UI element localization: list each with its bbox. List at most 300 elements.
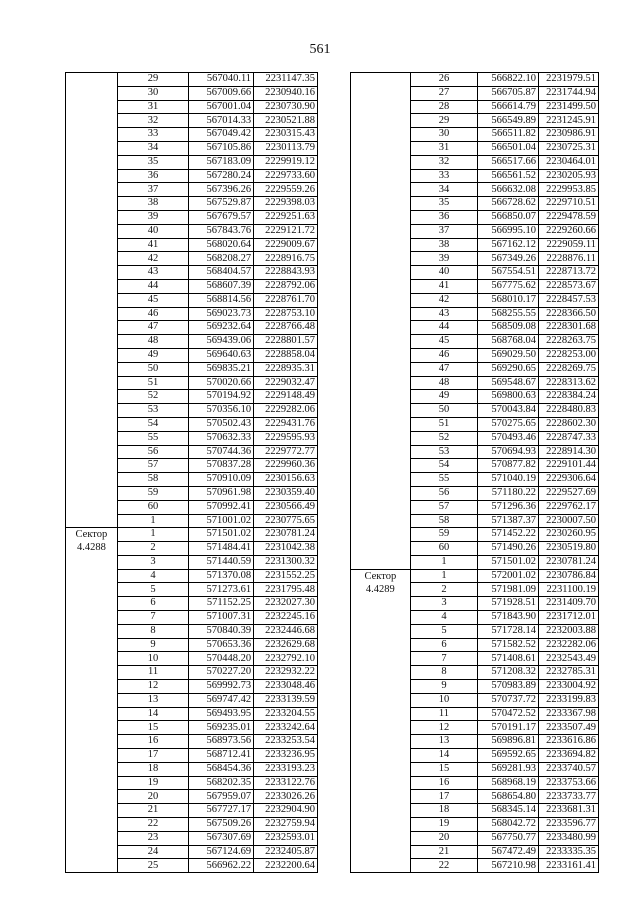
x-coordinate-cell: 568042.72 (478, 818, 539, 832)
x-coordinate-cell: 571981.09 (478, 583, 539, 597)
x-coordinate-cell: 567509.26 (189, 818, 254, 832)
point-number-cell: 4 (410, 611, 477, 625)
y-coordinate-cell: 2229527.69 (539, 486, 599, 500)
point-number-cell: 51 (410, 417, 477, 431)
x-coordinate-cell: 570744.36 (189, 445, 254, 459)
sector-id: 4.4289 (365, 583, 395, 595)
x-coordinate-cell: 567349.26 (478, 252, 539, 266)
x-coordinate-cell: 566517.66 (478, 155, 539, 169)
x-coordinate-cell: 567775.62 (478, 279, 539, 293)
point-number-cell: 57 (410, 500, 477, 514)
x-coordinate-cell: 571928.51 (478, 597, 539, 611)
point-number-cell: 12 (410, 721, 477, 735)
y-coordinate-cell: 2230775.65 (254, 514, 318, 528)
point-number-cell: 2 (410, 583, 477, 597)
table-row (351, 569, 599, 583)
point-number-cell: 7 (410, 652, 477, 666)
x-coordinate-cell: 571208.32 (478, 666, 539, 680)
y-coordinate-cell: 2231499.50 (539, 100, 599, 114)
y-coordinate-cell: 2230566.49 (254, 500, 318, 514)
point-number-cell: 27 (410, 86, 477, 100)
x-coordinate-cell: 567529.87 (189, 197, 254, 211)
point-number-cell: 42 (117, 252, 188, 266)
point-number-cell: 45 (117, 293, 188, 307)
point-number-cell: 25 (117, 859, 188, 873)
x-coordinate-cell: 570493.46 (478, 431, 539, 445)
x-coordinate-cell: 567959.07 (189, 790, 254, 804)
point-number-cell: 59 (117, 486, 188, 500)
y-coordinate-cell: 2228457.53 (539, 293, 599, 307)
x-coordinate-cell: 569232.64 (189, 321, 254, 335)
sector-label: Сектор (364, 570, 397, 582)
point-number-cell: 11 (117, 666, 188, 680)
y-coordinate-cell: 2230315.43 (254, 128, 318, 142)
point-number-cell: 58 (410, 514, 477, 528)
y-coordinate-cell: 2231409.70 (539, 597, 599, 611)
point-number-cell: 24 (117, 845, 188, 859)
point-number-cell: 10 (117, 652, 188, 666)
y-coordinate-cell: 2230786.84 (539, 569, 599, 583)
point-number-cell: 1 (117, 528, 188, 542)
y-coordinate-cell: 2231795.48 (254, 583, 318, 597)
point-number-cell: 36 (410, 210, 477, 224)
x-coordinate-cell: 569439.06 (189, 335, 254, 349)
x-coordinate-cell: 566850.07 (478, 210, 539, 224)
point-number-cell: 39 (410, 252, 477, 266)
x-coordinate-cell: 569896.81 (478, 735, 539, 749)
point-number-cell: 59 (410, 528, 477, 542)
x-coordinate-cell: 567280.24 (189, 169, 254, 183)
y-coordinate-cell: 2232282.06 (539, 638, 599, 652)
y-coordinate-cell: 2228480.83 (539, 404, 599, 418)
point-number-cell: 13 (410, 735, 477, 749)
point-number-cell: 40 (117, 224, 188, 238)
x-coordinate-cell: 570472.52 (478, 707, 539, 721)
x-coordinate-cell: 566705.87 (478, 86, 539, 100)
x-coordinate-cell: 570653.36 (189, 638, 254, 652)
point-number-cell: 40 (410, 266, 477, 280)
y-coordinate-cell: 2231100.19 (539, 583, 599, 597)
y-coordinate-cell: 2233048.46 (254, 680, 318, 694)
x-coordinate-cell: 570877.82 (478, 459, 539, 473)
y-coordinate-cell: 2232245.16 (254, 611, 318, 625)
y-coordinate-cell: 2232543.49 (539, 652, 599, 666)
y-coordinate-cell: 2231245.91 (539, 114, 599, 128)
y-coordinate-cell: 2228914.30 (539, 445, 599, 459)
x-coordinate-cell: 571582.52 (478, 638, 539, 652)
point-number-cell: 1 (410, 569, 477, 583)
x-coordinate-cell: 567679.57 (189, 210, 254, 224)
y-coordinate-cell: 2230781.24 (539, 555, 599, 569)
y-coordinate-cell: 2233139.59 (254, 693, 318, 707)
y-coordinate-cell: 2233199.83 (539, 693, 599, 707)
point-number-cell: 21 (117, 804, 188, 818)
point-number-cell: 6 (410, 638, 477, 652)
point-number-cell: 43 (410, 307, 477, 321)
x-coordinate-cell: 570910.09 (189, 473, 254, 487)
y-coordinate-cell: 2229101.44 (539, 459, 599, 473)
table-row (66, 528, 318, 542)
point-number-cell: 34 (410, 183, 477, 197)
y-coordinate-cell: 2233004.92 (539, 680, 599, 694)
x-coordinate-cell: 570191.17 (478, 721, 539, 735)
y-coordinate-cell: 2233122.76 (254, 776, 318, 790)
point-number-cell: 54 (410, 459, 477, 473)
x-coordinate-cell: 571370.08 (189, 569, 254, 583)
point-number-cell: 5 (410, 624, 477, 638)
x-coordinate-cell: 571490.26 (478, 542, 539, 556)
point-number-cell: 16 (117, 735, 188, 749)
point-number-cell: 39 (117, 210, 188, 224)
y-coordinate-cell: 2228766.48 (254, 321, 318, 335)
point-number-cell: 49 (117, 348, 188, 362)
point-number-cell: 17 (117, 749, 188, 763)
x-coordinate-cell: 571296.36 (478, 500, 539, 514)
point-number-cell: 31 (117, 100, 188, 114)
x-coordinate-cell: 566511.82 (478, 128, 539, 142)
y-coordinate-cell: 2228747.33 (539, 431, 599, 445)
x-coordinate-cell: 567307.69 (189, 831, 254, 845)
y-coordinate-cell: 2229762.17 (539, 500, 599, 514)
x-coordinate-cell: 567396.26 (189, 183, 254, 197)
point-number-cell: 48 (410, 376, 477, 390)
point-number-cell: 52 (117, 390, 188, 404)
point-number-cell: 7 (117, 611, 188, 625)
x-coordinate-cell: 570194.92 (189, 390, 254, 404)
y-coordinate-cell: 2228573.67 (539, 279, 599, 293)
y-coordinate-cell: 2228801.57 (254, 335, 318, 349)
page-number: 561 (309, 42, 331, 57)
point-number-cell: 18 (410, 804, 477, 818)
x-coordinate-cell: 571040.19 (478, 473, 539, 487)
point-number-cell: 46 (410, 348, 477, 362)
point-number-cell: 20 (410, 831, 477, 845)
x-coordinate-cell: 570632.33 (189, 431, 254, 445)
x-coordinate-cell: 566995.10 (478, 224, 539, 238)
y-coordinate-cell: 2229478.59 (539, 210, 599, 224)
table-row (66, 73, 318, 87)
point-number-cell: 1 (410, 555, 477, 569)
y-coordinate-cell: 2231744.94 (539, 86, 599, 100)
y-coordinate-cell: 2230986.91 (539, 128, 599, 142)
point-number-cell: 15 (410, 762, 477, 776)
point-number-cell: 56 (117, 445, 188, 459)
y-coordinate-cell: 2229148.49 (254, 390, 318, 404)
y-coordinate-cell: 2233694.82 (539, 749, 599, 763)
y-coordinate-cell: 2230113.79 (254, 141, 318, 155)
y-coordinate-cell: 2231979.51 (539, 73, 599, 87)
y-coordinate-cell: 2229059.11 (539, 238, 599, 252)
x-coordinate-cell: 566501.04 (478, 141, 539, 155)
x-coordinate-cell: 566549.89 (478, 114, 539, 128)
y-coordinate-cell: 2229431.76 (254, 417, 318, 431)
x-coordinate-cell: 569493.95 (189, 707, 254, 721)
y-coordinate-cell: 2229121.72 (254, 224, 318, 238)
point-number-cell: 14 (117, 707, 188, 721)
y-coordinate-cell: 2229032.47 (254, 376, 318, 390)
y-coordinate-cell: 2233596.77 (539, 818, 599, 832)
x-coordinate-cell: 569800.63 (478, 390, 539, 404)
y-coordinate-cell: 2232027.30 (254, 597, 318, 611)
y-coordinate-cell: 2229710.51 (539, 197, 599, 211)
point-number-cell: 29 (117, 73, 188, 87)
coordinates-table-left (65, 72, 318, 873)
y-coordinate-cell: 2233733.77 (539, 790, 599, 804)
x-coordinate-cell: 569290.65 (478, 362, 539, 376)
x-coordinate-cell: 566614.79 (478, 100, 539, 114)
y-coordinate-cell: 2229260.66 (539, 224, 599, 238)
x-coordinate-cell: 569548.67 (478, 376, 539, 390)
y-coordinate-cell: 2233367.98 (539, 707, 599, 721)
y-coordinate-cell: 2228602.30 (539, 417, 599, 431)
point-number-cell: 51 (117, 376, 188, 390)
sector-cell (66, 528, 118, 873)
y-coordinate-cell: 2229919.12 (254, 155, 318, 169)
y-coordinate-cell: 2229953.85 (539, 183, 599, 197)
x-coordinate-cell: 568968.19 (478, 776, 539, 790)
y-coordinate-cell: 2230781.24 (254, 528, 318, 542)
y-coordinate-cell: 2228761.70 (254, 293, 318, 307)
x-coordinate-cell: 568973.56 (189, 735, 254, 749)
x-coordinate-cell: 571452.22 (478, 528, 539, 542)
sector-cell (66, 73, 118, 528)
x-coordinate-cell: 567472.49 (478, 845, 539, 859)
point-number-cell: 12 (117, 680, 188, 694)
x-coordinate-cell: 570992.41 (189, 500, 254, 514)
x-coordinate-cell: 571180.22 (478, 486, 539, 500)
x-coordinate-cell: 568814.56 (189, 293, 254, 307)
y-coordinate-cell: 2229398.03 (254, 197, 318, 211)
x-coordinate-cell: 570694.93 (478, 445, 539, 459)
point-number-cell: 29 (410, 114, 477, 128)
point-number-cell: 22 (410, 859, 477, 873)
point-number-cell: 41 (410, 279, 477, 293)
point-number-cell: 21 (410, 845, 477, 859)
y-coordinate-cell: 2233236.95 (254, 749, 318, 763)
y-coordinate-cell: 2230260.95 (539, 528, 599, 542)
y-coordinate-cell: 2230359.40 (254, 486, 318, 500)
table-body-right (351, 73, 599, 873)
x-coordinate-cell: 571728.14 (478, 624, 539, 638)
y-coordinate-cell: 2233753.66 (539, 776, 599, 790)
x-coordinate-cell: 570840.39 (189, 624, 254, 638)
y-coordinate-cell: 2231147.35 (254, 73, 318, 87)
y-coordinate-cell: 2229772.77 (254, 445, 318, 459)
point-number-cell: 33 (410, 169, 477, 183)
x-coordinate-cell: 571001.02 (189, 514, 254, 528)
point-number-cell: 10 (410, 693, 477, 707)
point-number-cell: 55 (117, 431, 188, 445)
y-coordinate-cell: 2229282.06 (254, 404, 318, 418)
point-number-cell: 49 (410, 390, 477, 404)
point-number-cell: 20 (117, 790, 188, 804)
x-coordinate-cell: 569235.01 (189, 721, 254, 735)
x-coordinate-cell: 567105.86 (189, 141, 254, 155)
x-coordinate-cell: 570983.89 (478, 680, 539, 694)
y-coordinate-cell: 2228384.24 (539, 390, 599, 404)
x-coordinate-cell: 570837.28 (189, 459, 254, 473)
point-number-cell: 16 (410, 776, 477, 790)
y-coordinate-cell: 2230205.93 (539, 169, 599, 183)
y-coordinate-cell: 2233480.99 (539, 831, 599, 845)
point-number-cell: 18 (117, 762, 188, 776)
y-coordinate-cell: 2228858.04 (254, 348, 318, 362)
point-number-cell: 32 (117, 114, 188, 128)
y-coordinate-cell: 2232932.22 (254, 666, 318, 680)
sector-cell (351, 569, 411, 873)
x-coordinate-cell: 567727.17 (189, 804, 254, 818)
point-number-cell: 19 (410, 818, 477, 832)
point-number-cell: 48 (117, 335, 188, 349)
x-coordinate-cell: 569281.93 (478, 762, 539, 776)
point-number-cell: 36 (117, 169, 188, 183)
x-coordinate-cell: 568454.36 (189, 762, 254, 776)
y-coordinate-cell: 2232792.10 (254, 652, 318, 666)
point-number-cell: 44 (117, 279, 188, 293)
point-number-cell: 32 (410, 155, 477, 169)
y-coordinate-cell: 2233161.41 (539, 859, 599, 873)
y-coordinate-cell: 2230007.50 (539, 514, 599, 528)
x-coordinate-cell: 571501.02 (189, 528, 254, 542)
y-coordinate-cell: 2232003.88 (539, 624, 599, 638)
y-coordinate-cell: 2231042.38 (254, 542, 318, 556)
point-number-cell: 58 (117, 473, 188, 487)
x-coordinate-cell: 568010.17 (478, 293, 539, 307)
x-coordinate-cell: 571273.61 (189, 583, 254, 597)
x-coordinate-cell: 568020.64 (189, 238, 254, 252)
point-number-cell: 37 (410, 224, 477, 238)
y-coordinate-cell: 2228713.72 (539, 266, 599, 280)
x-coordinate-cell: 570020.66 (189, 376, 254, 390)
y-coordinate-cell: 2232785.31 (539, 666, 599, 680)
x-coordinate-cell: 567001.04 (189, 100, 254, 114)
x-coordinate-cell: 568712.41 (189, 749, 254, 763)
y-coordinate-cell: 2228753.10 (254, 307, 318, 321)
x-coordinate-cell: 567049.42 (189, 128, 254, 142)
y-coordinate-cell: 2228269.75 (539, 362, 599, 376)
coordinates-table-right (350, 72, 599, 873)
x-coordinate-cell: 566728.62 (478, 197, 539, 211)
point-number-cell: 9 (410, 680, 477, 694)
y-coordinate-cell: 2228313.62 (539, 376, 599, 390)
point-number-cell: 11 (410, 707, 477, 721)
point-number-cell: 30 (117, 86, 188, 100)
point-number-cell: 26 (410, 73, 477, 87)
x-coordinate-cell: 571501.02 (478, 555, 539, 569)
point-number-cell: 19 (117, 776, 188, 790)
point-number-cell: 47 (117, 321, 188, 335)
x-coordinate-cell: 571408.61 (478, 652, 539, 666)
y-coordinate-cell: 2233193.23 (254, 762, 318, 776)
point-number-cell: 3 (410, 597, 477, 611)
point-number-cell: 50 (410, 404, 477, 418)
point-number-cell: 45 (410, 335, 477, 349)
point-number-cell: 22 (117, 818, 188, 832)
point-number-cell: 38 (410, 238, 477, 252)
point-number-cell: 33 (117, 128, 188, 142)
y-coordinate-cell: 2232759.94 (254, 818, 318, 832)
y-coordinate-cell: 2228263.75 (539, 335, 599, 349)
point-number-cell: 56 (410, 486, 477, 500)
y-coordinate-cell: 2230730.90 (254, 100, 318, 114)
x-coordinate-cell: 572001.02 (478, 569, 539, 583)
y-coordinate-cell: 2230940.16 (254, 86, 318, 100)
point-number-cell: 4 (117, 569, 188, 583)
point-number-cell: 17 (410, 790, 477, 804)
y-coordinate-cell: 2232200.64 (254, 859, 318, 873)
point-number-cell: 5 (117, 583, 188, 597)
x-coordinate-cell: 567210.98 (478, 859, 539, 873)
x-coordinate-cell: 567750.77 (478, 831, 539, 845)
point-number-cell: 15 (117, 721, 188, 735)
x-coordinate-cell: 569640.63 (189, 348, 254, 362)
y-coordinate-cell: 2228935.31 (254, 362, 318, 376)
x-coordinate-cell: 566962.22 (189, 859, 254, 873)
x-coordinate-cell: 567014.33 (189, 114, 254, 128)
y-coordinate-cell: 2233242.64 (254, 721, 318, 735)
point-number-cell: 41 (117, 238, 188, 252)
point-number-cell: 43 (117, 266, 188, 280)
x-coordinate-cell: 569029.50 (478, 348, 539, 362)
point-number-cell: 37 (117, 183, 188, 197)
x-coordinate-cell: 570275.65 (478, 417, 539, 431)
x-coordinate-cell: 570227.20 (189, 666, 254, 680)
x-coordinate-cell: 568509.08 (478, 321, 539, 335)
point-number-cell: 47 (410, 362, 477, 376)
point-number-cell: 2 (117, 542, 188, 556)
x-coordinate-cell: 568404.57 (189, 266, 254, 280)
sector-id: 4.4288 (76, 542, 106, 554)
x-coordinate-cell: 570043.84 (478, 404, 539, 418)
y-coordinate-cell: 2228301.68 (539, 321, 599, 335)
x-coordinate-cell: 569592.65 (478, 749, 539, 763)
x-coordinate-cell: 571440.59 (189, 555, 254, 569)
x-coordinate-cell: 570356.10 (189, 404, 254, 418)
x-coordinate-cell: 566561.52 (478, 169, 539, 183)
point-number-cell: 8 (410, 666, 477, 680)
point-number-cell: 46 (117, 307, 188, 321)
y-coordinate-cell: 2229733.60 (254, 169, 318, 183)
point-number-cell: 55 (410, 473, 477, 487)
point-number-cell: 31 (410, 141, 477, 155)
y-coordinate-cell: 2233507.49 (539, 721, 599, 735)
x-coordinate-cell: 567554.51 (478, 266, 539, 280)
x-coordinate-cell: 570448.20 (189, 652, 254, 666)
x-coordinate-cell: 570737.72 (478, 693, 539, 707)
y-coordinate-cell: 2231552.25 (254, 569, 318, 583)
y-coordinate-cell: 2232446.68 (254, 624, 318, 638)
x-coordinate-cell: 567040.11 (189, 73, 254, 87)
x-coordinate-cell: 569835.21 (189, 362, 254, 376)
x-coordinate-cell: 570502.43 (189, 417, 254, 431)
point-number-cell: 35 (117, 155, 188, 169)
y-coordinate-cell: 2228876.11 (539, 252, 599, 266)
x-coordinate-cell: 570961.98 (189, 486, 254, 500)
x-coordinate-cell: 567843.76 (189, 224, 254, 238)
y-coordinate-cell: 2228916.75 (254, 252, 318, 266)
y-coordinate-cell: 2229595.93 (254, 431, 318, 445)
x-coordinate-cell: 571843.90 (478, 611, 539, 625)
point-number-cell: 3 (117, 555, 188, 569)
y-coordinate-cell: 2232629.68 (254, 638, 318, 652)
x-coordinate-cell: 566822.10 (478, 73, 539, 87)
point-number-cell: 53 (410, 445, 477, 459)
y-coordinate-cell: 2229251.63 (254, 210, 318, 224)
y-coordinate-cell: 2230464.01 (539, 155, 599, 169)
point-number-cell: 9 (117, 638, 188, 652)
point-number-cell: 50 (117, 362, 188, 376)
x-coordinate-cell: 567162.12 (478, 238, 539, 252)
